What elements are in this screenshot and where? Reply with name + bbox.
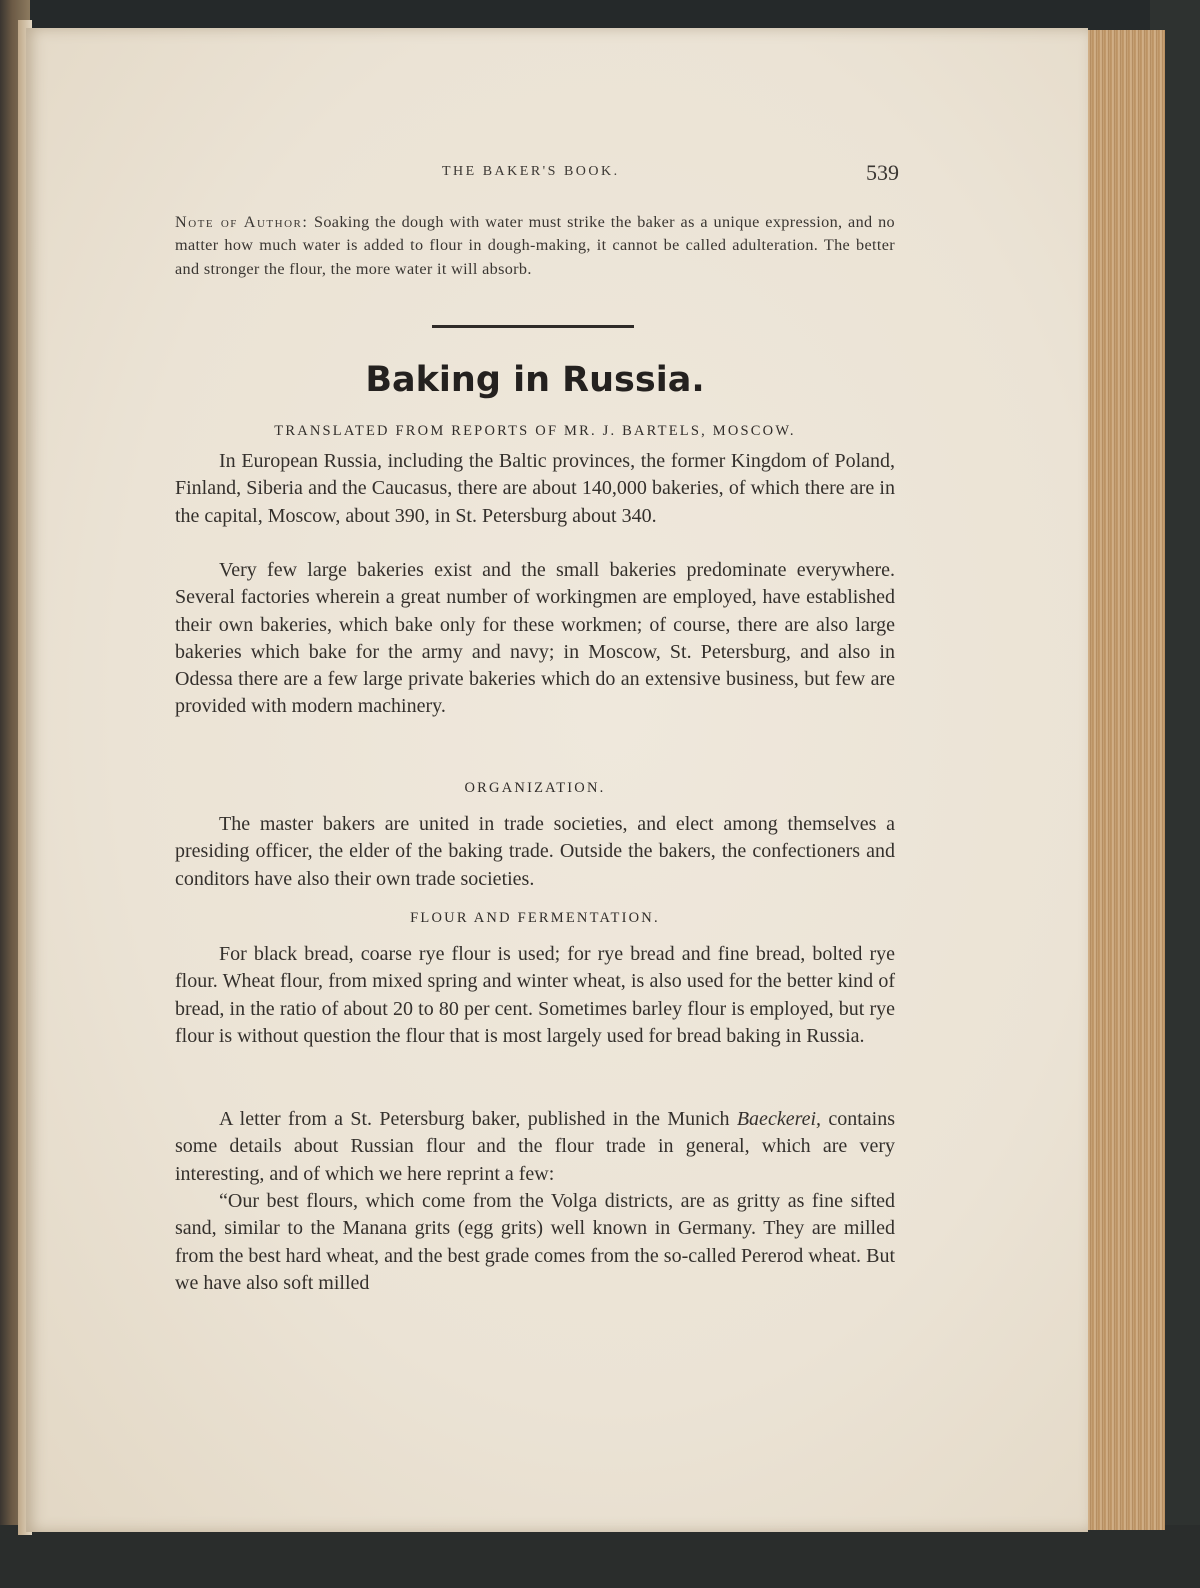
author-note xyxy=(175,211,895,281)
p5-start: A letter from a St. Petersburg baker, published in the Munich xyxy=(219,1108,730,1130)
paragraph-text xyxy=(175,1106,895,1188)
page-edges xyxy=(1085,30,1165,1530)
article-title: Baking in Russia. xyxy=(365,360,705,400)
paragraph-3 xyxy=(175,811,895,893)
author-note-text: Soaking the dough with water must strike the baker as a unique expression, and no matter how much water is added to flour in dough-making, it cannot be called adulteration. The better and stronger the flour, the more water it will absorb. xyxy=(175,213,895,278)
paragraph-text: The master bakers are united in trade societies, and elect among themselves a presiding officer, the elder of the baking trade. Outside the bakers, the confectioners and conditors have also their own trade societies. xyxy=(175,813,895,890)
author-note-label: Note of Author: xyxy=(175,213,309,231)
article-subtitle: TRANSLATED FROM REPORTS OF MR. J. BARTELS, MOSCOW. xyxy=(274,423,796,439)
heading-organization: ORGANIZATION. xyxy=(464,780,606,796)
running-head: THE BAKER'S BOOK. xyxy=(442,164,620,179)
paragraph-5 xyxy=(175,1106,895,1188)
paragraph-text: In European Russia, including the Baltic provinces, the former Kingdom of Poland, Finland, Siberia and the Caucasus, there are about 140,000 bakeries, of which there are in the capital, Moscow, about 390, in St. Petersburg about 340. xyxy=(175,450,895,527)
paragraph-text: “Our best flours, which come from the Volga districts, are as gritty as fine sifted sand, similar to the Manana grits (egg grits) well known in Germany. They are milled from the best hard wheat, and the best grade comes from the so-called Pererod wheat. But we have also soft milled xyxy=(175,1190,895,1294)
book-cover-top xyxy=(0,0,1200,30)
p5-end: contains some details about Russian flour and the flour trade in general, which are very interesting, and of which we here reprint a few: xyxy=(175,1108,895,1185)
paragraph-text: Very few large bakeries exist and the small bakeries predominate everywhere. Several factories wherein a great number of workingmen are employed, have established their own bakeries, which bake only for these workmen; of course, there are also large bakeries which bake for the army and navy; in Moscow, St. Petersburg, and also in Odessa there are a few large private bakeries which do an extensive business, but few are provided with modern machinery. xyxy=(175,559,895,718)
paragraph-text: For black bread, coarse rye flour is used; for rye bread and fine bread, bolted rye flour. Wheat flour, from mixed spring and winter wheat, is also used for the better kind of bread, in the ratio of about 20 to 80 per cent. Sometimes barley flour is employed, but rye flour is without question the flour that is most largely used for bread baking in Russia. xyxy=(175,943,895,1047)
paragraph-4 xyxy=(175,941,895,1050)
section-divider xyxy=(432,325,634,328)
heading-flour-fermentation: FLOUR AND FERMENTATION. xyxy=(410,910,660,926)
paragraph-2 xyxy=(175,557,895,721)
book-cover-bottom xyxy=(0,1525,1200,1588)
p5-italic-title: Baeckerei, xyxy=(736,1108,822,1130)
paragraph-1 xyxy=(175,448,895,530)
paragraph-6 xyxy=(175,1188,895,1297)
page-number: 539 xyxy=(866,160,899,185)
